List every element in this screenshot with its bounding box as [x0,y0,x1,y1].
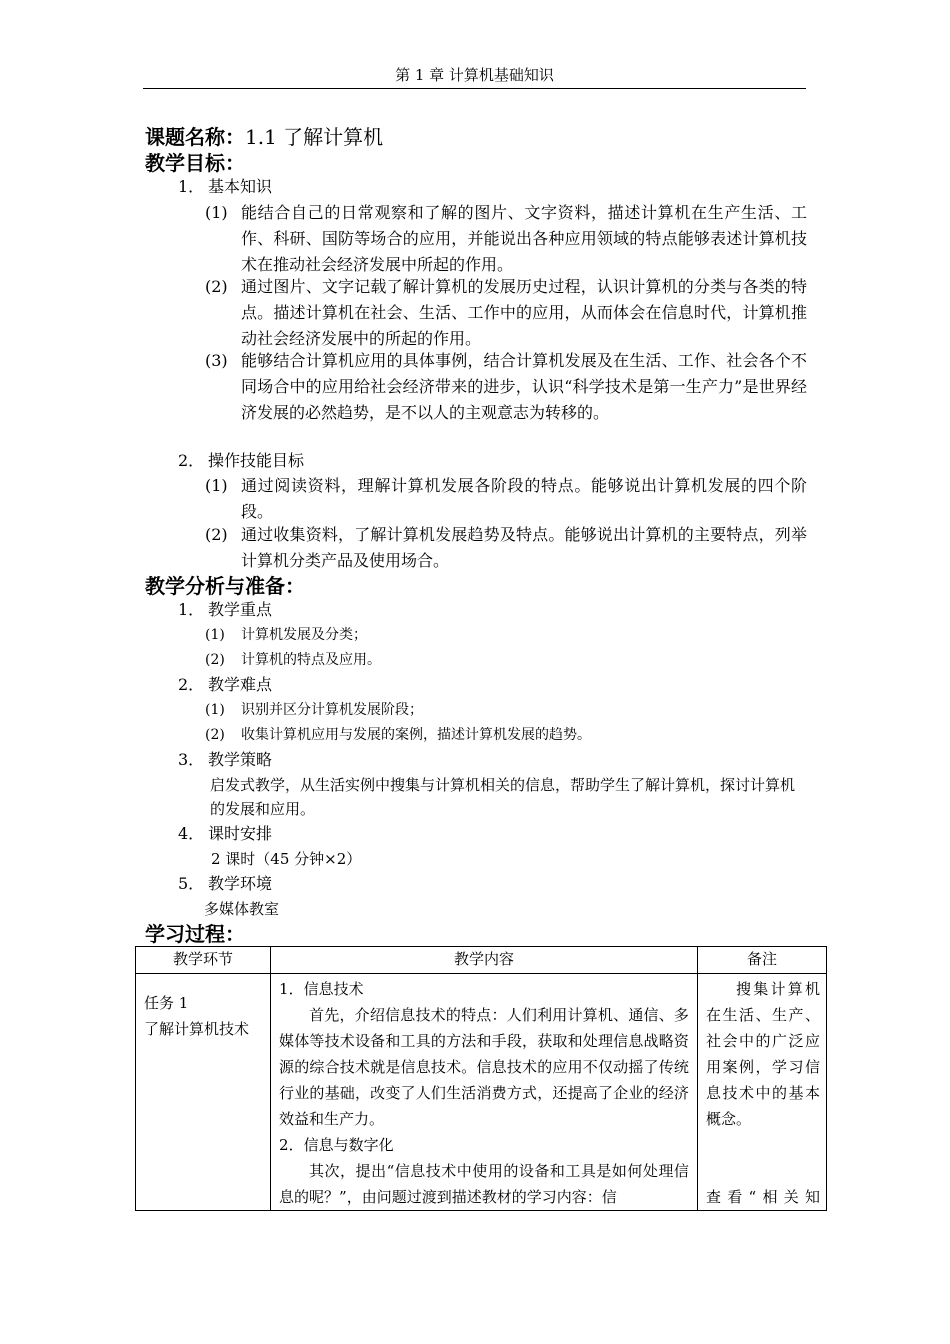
col-header-stage: 教学环节 [136,947,271,974]
lesson-title-text: 1.1 了解计算机 [245,125,384,149]
content-subheading-1: 1．信息技术 [279,980,364,998]
stage-task-number: 任务 1 [144,994,189,1012]
focus-item-1: (1) 计算机发展及分类； [205,627,367,643]
remark-text-2: 查看“相关知 [705,1188,820,1206]
difficulty-heading: 2． 教学难点 [178,675,273,694]
basic-item-1: (1) 能结合自己的日常观察和了解的图片、文字资料，描述计算机在生产生活、工作、科研、国防等场合的应用，并能说出各种应用领域的特点能够表述计算机技术在推动社会经济发展中所起的作用。 [205,203,807,274]
col-header-remark: 备注 [697,947,826,974]
content-subheading-2: 2．信息与数字化 [279,1136,394,1154]
remark-cell [697,974,826,1211]
stage-cell [136,974,271,1211]
difficulty-item-1: (1) 识别并区分计算机发展阶段； [205,702,423,718]
content-cell [271,974,698,1211]
table-row [136,974,827,1211]
stage-task-name: 了解计算机技术 [144,1020,250,1038]
basic-knowledge-heading: 1． 基本知识 [178,177,273,196]
basic-item-2: (2) 通过图片、文字记载了解计算机的发展历史过程，认识计算机的分类与各类的特点。描述计算机在社会、生活、工作中的应用，从而体会在信息时代，计算机推动社会经济发展中的所起的作用。 [205,277,807,348]
schedule-heading: 4． 课时安排 [178,824,273,843]
skills-item-1: (1) 通过阅读资料，理解计算机发展各阶段的特点。能够说出计算机发展的四个阶段。 [205,476,807,521]
strategy-heading: 3． 教学策略 [178,750,273,769]
remark-text-1: 搜集计算机在生活、生产、社会中的广泛应用案例，学习信息技术中的基本概念。 [705,980,820,1128]
goals-heading: 教学目标： [145,151,245,175]
analysis-heading: 教学分析与准备： [145,574,305,598]
content-paragraph-1: 首先，介绍信息技术的特点：人们利用计算机、通信、多媒体等技术设备和工具的方法和手段，获取和处理信息战略资源的综合技术就是信息技术。信息技术的应用不仅动摇了传统行业的基础，改变了人们生活消费方式，还提高了企业的经济效益和生产力。 [279,1006,689,1128]
focus-heading: 1． 教学重点 [178,600,273,619]
schedule-text: 2 课时（45 分钟×2） [211,850,362,868]
difficulty-item-2: (2) 收集计算机应用与发展的案例，描述计算机发展的趋势。 [205,727,591,743]
content-paragraph-2: 其次，提出“信息技术中使用的设备和工具是如何处理信息的呢？”，由问题过渡到描述教材的学习内容：信 [279,1162,689,1206]
process-heading: 学习过程： [145,922,245,946]
environment-text: 多媒体教室 [204,900,280,918]
strategy-text: 启发式教学，从生活实例中搜集与计算机相关的信息，帮助学生了解计算机，探讨计算机的发展和应用。 [210,776,796,818]
environment-heading: 5． 教学环境 [178,874,273,893]
skills-heading: 2． 操作技能目标 [178,451,305,470]
skills-item-2: (2) 通过收集资料，了解计算机发展趋势及特点。能够说出计算机的主要特点，列举计算机分类产品及使用场合。 [205,525,807,570]
table-header-row [136,947,827,974]
basic-item-3: (3) 能够结合计算机应用的具体事例，结合计算机发展及在生活、工作、社会各个不同场合中的应用给社会经济带来的进步，认识“科学技术是第一生产力”是世界经济发展的必然趋势，是不以人的主观意志为转移的。 [205,351,807,422]
lesson-title [145,124,383,150]
lesson-title-label: 课题名称： [145,125,245,149]
col-header-content: 教学内容 [271,947,698,974]
focus-item-2: (2) 计算机的特点及应用。 [205,652,381,668]
process-table [135,946,827,1211]
page-header: 第 1 章 计算机基础知识 [143,64,806,89]
